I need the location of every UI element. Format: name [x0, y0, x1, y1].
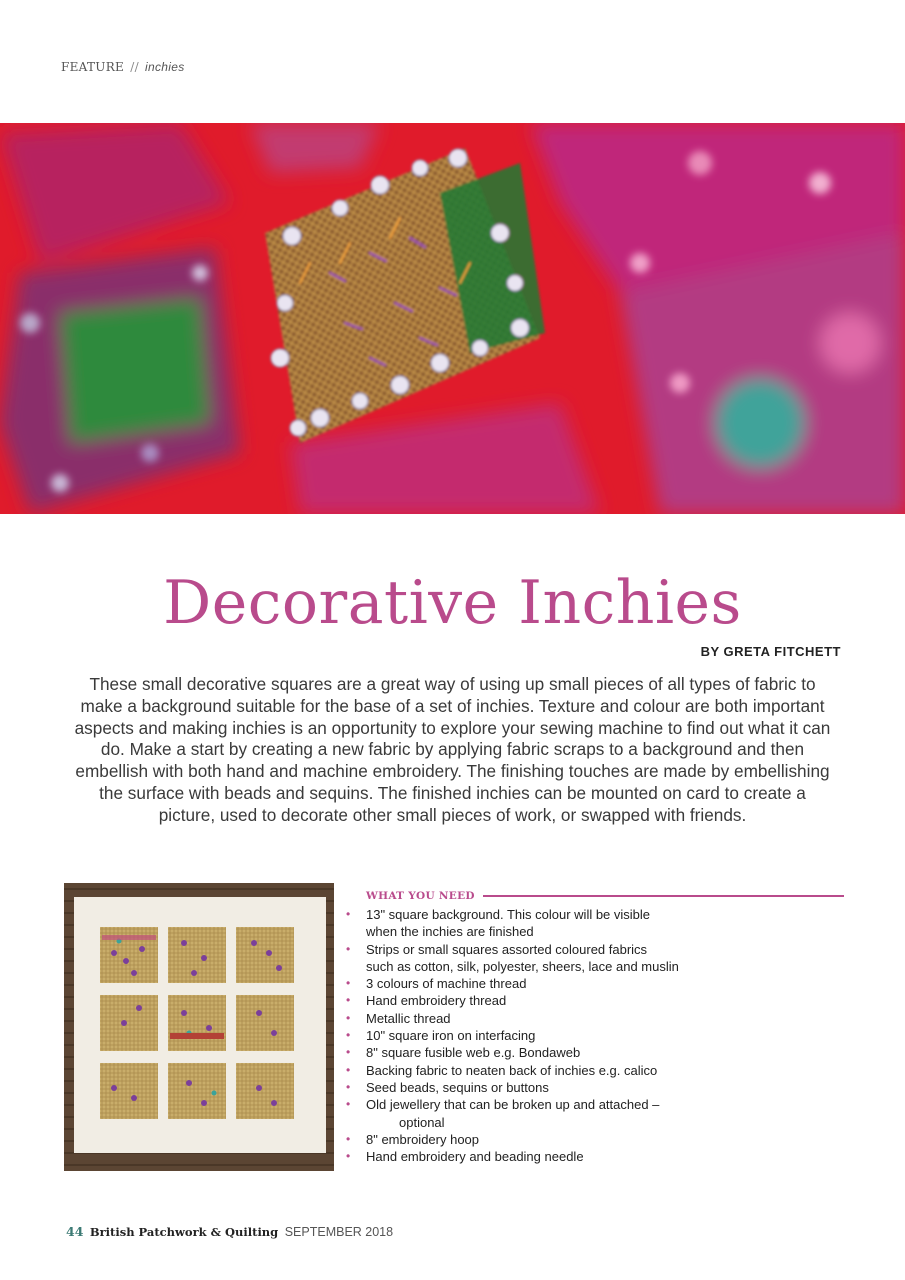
list-item: • Metallic thread: [346, 1010, 451, 1026]
bullet-icon: •: [346, 976, 351, 991]
materials-items: [344, 906, 844, 1165]
section-label: [61, 60, 185, 74]
article-title: Decorative Inchies: [163, 568, 742, 638]
heading-rule: [483, 895, 844, 897]
bullet-icon: •: [346, 1062, 351, 1077]
bullet-icon: •: [346, 1028, 351, 1043]
list-item: • Hand embroidery thread: [346, 993, 507, 1009]
list-item: • Backing fabric to neaten back of inchies e.g. calico: [346, 1062, 658, 1078]
bullet-icon: •: [346, 993, 351, 1008]
list-item: • 8" square fusible web e.g. Bondaweb: [346, 1045, 581, 1061]
bullet-icon: •: [346, 1045, 351, 1060]
bullet-icon: •: [346, 941, 351, 956]
bullet-icon: •: [346, 1131, 351, 1146]
list-item: • 3 colours of machine thread: [346, 976, 527, 992]
issue-date: SEPTEMBER 2018: [284, 1225, 394, 1239]
section-name: FEATURE: [61, 60, 125, 74]
bullet-icon: •: [346, 1097, 351, 1112]
section-separator: //: [130, 60, 139, 74]
page-footer: [66, 1224, 393, 1239]
materials-header: [344, 888, 844, 904]
bullet-icon: •: [346, 907, 351, 921]
list-item: • Strips or small squares assorted coloured fabrics such as cotton, silk, polyester, sheers, lace and muslin: [346, 941, 679, 974]
magazine-name: British Patchwork & Quilting: [89, 1225, 279, 1239]
intro-paragraph: These small decorative squares are a great way of using up small pieces of all types of fabric to make a background suitable for the base of a set of inchies. Texture and colour are both important aspects and making inchies is an opportunity to explore your sewing machine to find out what it can do. Make a start by creating a new fabric by applying fabric scraps to a background and then embellish with both hand and machine embroidery. The finishing touches are made by embellishing the surface with beads and sequins. The finished inchies can be mounted on card to create a picture, used to decorate other small pieces of work, or swapped with friends.: [74, 674, 831, 825]
list-item: • 13" square background. This colour will be visible when the inchies are finished: [346, 907, 651, 940]
bullet-icon: •: [346, 1079, 351, 1094]
list-item: • 10" square iron on interfacing: [346, 1028, 536, 1044]
list-item: • 8" embroidery hoop: [346, 1131, 480, 1147]
byline: BY GRETA FITCHETT: [700, 644, 841, 659]
bullet-icon: •: [346, 1149, 351, 1164]
hero-photo: [0, 123, 905, 514]
materials-heading: WHAT YOU NEED: [366, 890, 475, 902]
bullet-icon: •: [346, 1010, 351, 1025]
section-topic: inchies: [145, 60, 185, 74]
list-item: • Hand embroidery and beading needle: [346, 1149, 584, 1165]
list-item: • Old jewellery that can be broken up and attached – optional: [346, 1097, 660, 1130]
materials-list: [344, 888, 844, 1165]
list-item: • Seed beads, sequins or buttons: [346, 1079, 549, 1095]
page-number: 44: [66, 1224, 84, 1239]
inchies-sample-photo: [64, 883, 334, 1171]
